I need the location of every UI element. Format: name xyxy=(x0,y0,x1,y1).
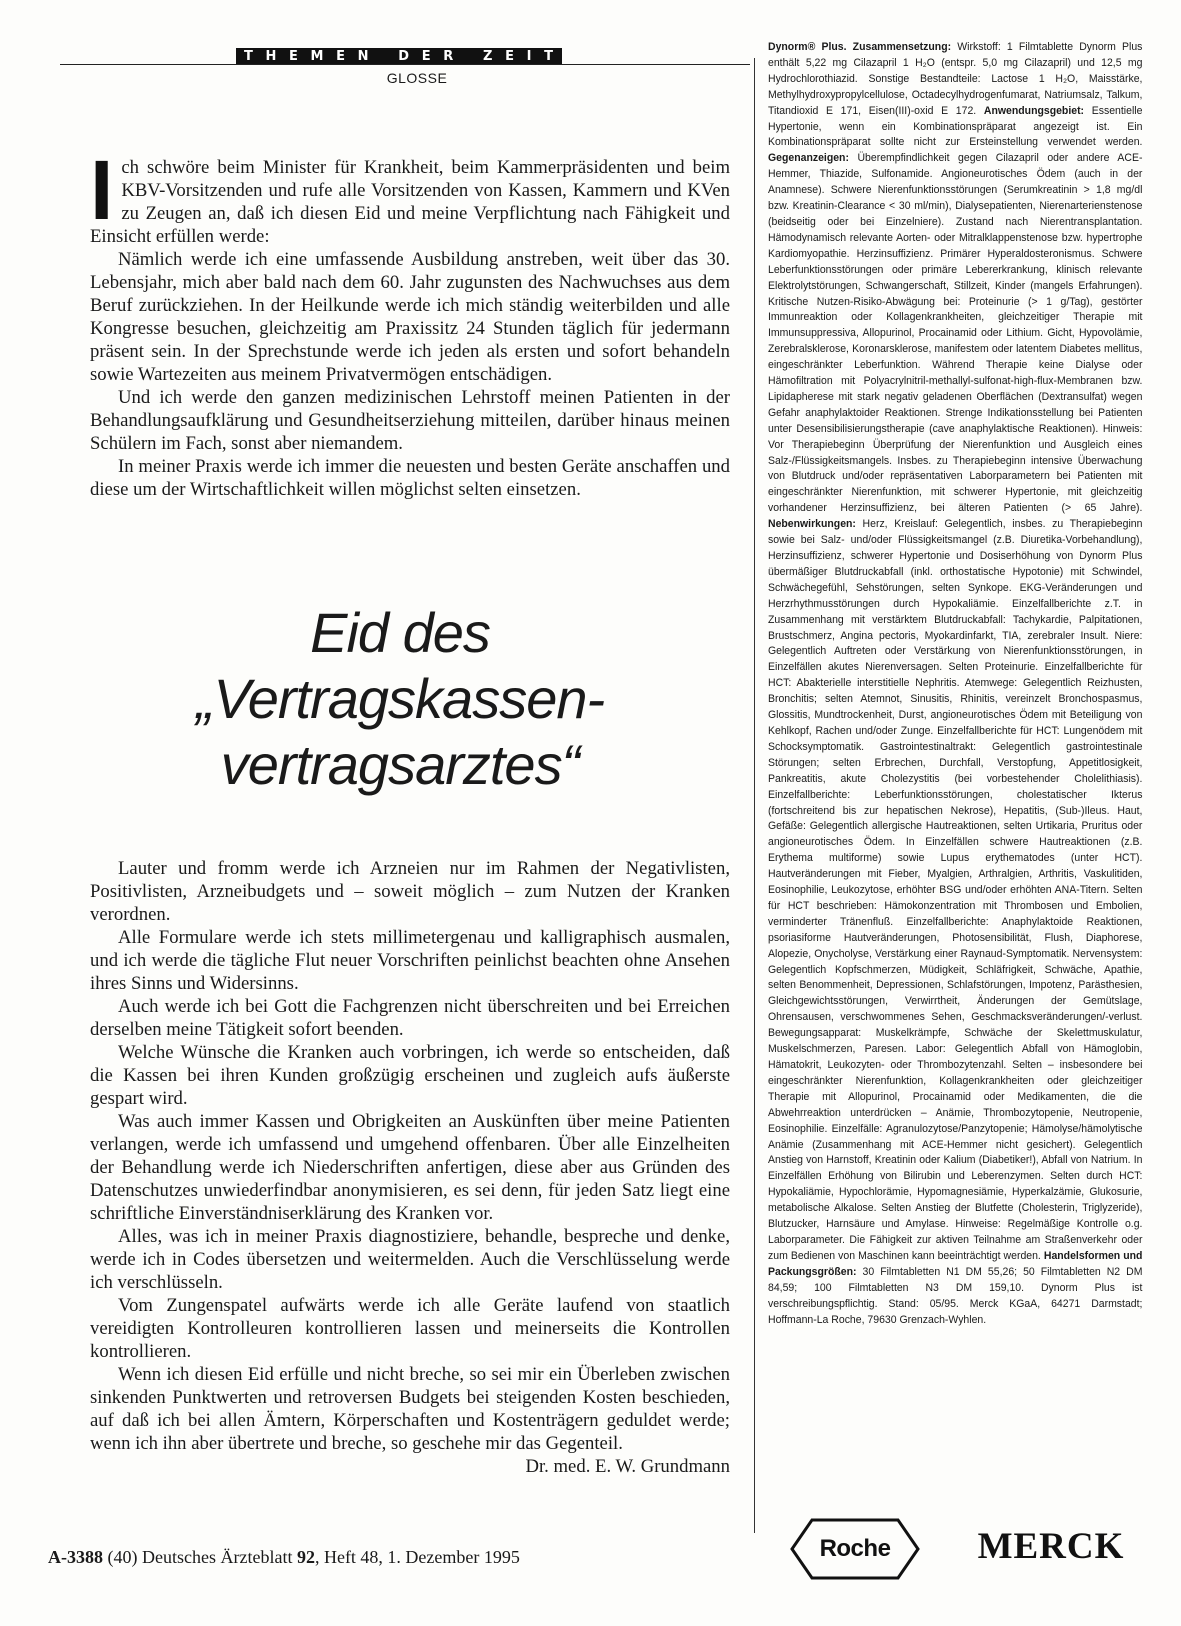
label-composition: Zusammensetzung: xyxy=(852,41,952,53)
label-side-effects: Nebenwirkungen: xyxy=(768,518,856,531)
roche-logo-text: Roche xyxy=(819,1535,891,1562)
banner-letter: M xyxy=(310,49,325,64)
banner-letter: E xyxy=(336,49,346,64)
page-footer xyxy=(48,1547,520,1568)
banner-letter: E xyxy=(505,49,515,64)
label-indication: Anwendungsgebiet: xyxy=(983,104,1085,117)
body-paragraph: Welche Wünsche die Kranken auch vorbringen, ich werde so entscheiden, daß die Kassen bei ihren Kunden großzügig erscheinen und zugleich aufs äußerste gespart wird. xyxy=(90,1042,730,1109)
title-line-3: vertragsarztes“ xyxy=(220,733,580,796)
page-reference: A-3388 xyxy=(48,1547,103,1567)
journal-name: Deutsches Ärzteblatt xyxy=(142,1547,293,1567)
text-side-effects: Herz, Kreislauf: Gelegentlich, insbes. zu Therapiebeginn sowie bei Salz- und/oder Flüssigkeitsmangel (z.B. Diuretika-Vorbehandlung), Herzinsuffizienz, schwerer Hypertonie und Dosiserhöhung von Dynorm Plus übermäßiger Blutdruckabfall (inkl. orthostatische Hypotonie) mit Schwindel, Schwächegefühl, Sehstörungen, selten Synkope. EKG-Veränderungen und Herzrhythmusstörungen durch Hypokaliämie. Einzelfallberichte z.T. in Zusammenhang mit verstärktem Blutdruckabfall: Tachykardie, Palpitationen, Brustschmerz, Angina pectoris, Myokardinfarkt, TIA, zerebraler Insult. Niere: Gelegentlich Auftreten oder Verstärkung von Nierenfunktionsstörungen, in Einzelfällen akutes Nierenversagen. Selten Proteinurie. Einzelfallberichte für HCT: Abakterielle interstitielle Nephritis. Atemwege: Gelegentlich Reizhusten, Bronchitis; selten Atemnot, Sinusitis, Rhinitis, vereinzelt Bronchospasmus, Glossitis, Mundtrockenheit, Durst, angioneurotisches Ödem mit Beteiligung von Kehlkopf, Rachen und/oder Zunge. Einzelfallberichte für HCT: Lungenödem mit Schocksymptomatik. Gastrointestinaltrakt: Gelegentlich gastrointestinale Störungen; selten Erbrechen, Durchfall, Verstopfung, Appetitlosigkeit, Pankreatitis, akute Cholezystitis (bei vorbestehender Cholelithiasis). Einzelfallberichte: Leberfunktionsstörungen, cholestatischer Ikterus (fortschreitend bis zur hepatischen Nekrose), Hepatitis, (Sub-)Ileus. Haut, Gefäße: Gelegentlich allergische Hautreaktionen, selten Urtikaria, Pruritus oder angioneurotisches Ödem. In Einzelfällen schwere Hautreaktionen (z.B. Erythema multiforme) sowie Lupus erythematodes (unter HCT). Hautveränderungen mit Fieber, Myalgien, Arthralgien, Arthritis, Vaskulitiden, Eosinophilie, Leukozytose, erhöhter BSG und/oder erhöhten ANA-Titern. Selten für HCT beschrieben: Hämokonzentration mit Thrombosen und Embolien, verminderter Tränenfluß. Einzelfallberichte: Anaphylaktoide Reaktionen, psoriasiforme Hautveränderungen, Photosensibilität, Flush, Diaphorese, Alopezie, Onycholyse, Verstärkung einer Raynaud-Symptomatik. Nervensystem: Gelegentlich Kopfschmerzen, Müdigkeit, Schläfrigkeit, Schwäche, Apathie, selten Benommenheit, Depressionen, Schlafstörungen, Impotenz, Parästhesien, Gleichgewichtsstörungen, Verwirrtheit, Änderungen der Gemütslage, Ohrensausen, verschwommenes Sehen, Geschmacksveränderungen/-verlust. Bewegungsapparat: Muskelkrämpfe, Schwäche der Skelettmuskulatur, Muskelschmerzen, Paresen. Labor: Gelegentlich Abfall von Hämoglobin, Hämatokrit, Leukozyten- oder Thrombozytenzahl. Selten – insbesondere bei eingeschränkter Nierenfunktion, Kollagenkrankheiten oder gleichzeitiger Therapie mit Allopurinol, Procainamid oder Medikamenten, die die Abwehrreaktion unterdrücken – Anämie, Thrombozytopenie, Neutropenie, Eosinophilie. Einzelfälle: Agranulozytose/Panzytopenie; Hämolyse/hämolytische Anämie (Zusammenhang mit ACE-Hemmer nicht gesichert). Gelegentlich Anstieg von Harnstoff, Kreatinin oder Kalium (Diabetiker!), Abfall von Natrium. In Einzelfällen Erhöhung von Bilirubin und Leberenzymen. Selten durch HCT: Hypokaliämie, Hypochlorämie, Hypomagnesiämie, Hyperkalzämie, Glukosurie, metabolische Alkalose. Selten Anstieg der Blutfette (Cholesterin, Triglyzeride), Blutzucker, Harnsäure und Amylase. Hinweise: Regelmäßige Kontrolle o.g. Laborparameter. Die Fähigkeit zur aktiven Teilnahme am Straßenverkehr oder zum Bedienen von Maschinen kann beeinträchtigt werden. xyxy=(768,518,1143,1262)
drug-information-text xyxy=(768,40,1142,1328)
label-packaging: Handelsformen und Packungsgrößen: xyxy=(768,1249,1143,1278)
issue-date: , Heft 48, 1. Dezember 1995 xyxy=(314,1547,520,1567)
banner-letter: I xyxy=(526,49,533,64)
banner-letter: N xyxy=(357,49,370,64)
banner-letter: R xyxy=(443,49,455,64)
journal-volume: 92 xyxy=(296,1547,315,1567)
merck-logo: MERCK xyxy=(977,1526,1125,1567)
text-indication: Essentielle Hypertonie, wenn ein Kombinationspräparat angezeigt ist. Ein Kombinationspräparat sollte nicht zur Ersteinstellung verwendet werden. xyxy=(768,104,1143,149)
product-name: Dynorm® Plus. xyxy=(768,41,847,53)
banner-letter: T xyxy=(544,49,554,64)
body-text xyxy=(90,857,730,1478)
author-signature: Dr. med. E. W. Grundmann xyxy=(525,1456,730,1477)
article-title xyxy=(120,600,680,798)
title-line-2: „Vertragskassen- xyxy=(195,667,605,730)
section-banner xyxy=(236,48,562,65)
header-rule xyxy=(60,64,750,65)
intro-paragraph-2: Nämlich werde ich eine umfassende Ausbildung anstreben, weit über das 30. Lebensjahr, mich aber bald nach dem 60. Jahr zugunsten des Nachwuchses aus dem Beruf zurückziehen. In der Heilkunde werde ich mich ständig weiterbilden und alle Kongresse besuchen, gleichzeitig am Praxissitz 24 Stunden täglich für jedermann präsent sein. In der Sprechstunde werde ich jeden als ersten und sofort behandeln sowie Wartezeiten aus meinem Privatvermögen entschädigen. xyxy=(90,249,730,385)
banner-letter: T xyxy=(244,49,254,64)
body-last-paragraph: Wenn ich diesen Eid erfülle und nicht breche, so sei mir ein Überleben zwischen sinkenden Punktwerten und retroversen Budgets bei steigenden Kosten beschieden, auf daß ich bei allen Ämtern, Körperschaften und Kostenträgern geduldet werde; wenn ich ihn aber übertrete und breche, so geschehe mir das Gegenteil. Dr. med. E. W. Grundmann xyxy=(90,1364,730,1477)
intro-text xyxy=(90,143,730,501)
intro-paragraph-1: Ich schwöre beim Minister für Krankheit, beim Kammerpräsidenten und beim KBV-Vorsitzenden und rufe alle Vorsitzenden von Kassen, Kammern und KVen zu Zeugen an, daß ich diesen Eid und meine Verpflichtung nach Fähigkeit und Einsicht erfüllen werde: xyxy=(90,143,730,247)
banner-letter: Z xyxy=(483,49,494,64)
page-number: (40) xyxy=(107,1547,138,1567)
text-contraindications: Überempfindlichkeit gegen Cilazapril oder andere ACE-Hemmer, Thiazide, Sulfonamide. Angioneurotisches Ödem (auch in der Anamnese). Schwere Nierenfunktionsstörungen (Serumkreatinin > 1,8 mg/dl bzw. Kreatinin-Clearance < 30 ml/min), Dialysepatienten, Nierenarterienstenose (beidseitig oder bei Einzelniere). Zustand nach Nierentransplantation. Hämodynamisch relevante Aorten- oder Mitralklappenstenose bzw. hypertrophe Kardiomyopathie. Herzinsuffizienz. Primärer Hyperaldosteronismus. Schwere Leberfunktionsstörungen oder primäre Lebererkrankung, klinisch relevante Elektrolytstörungen, Schwangerschaft, Stillzeit, Kinder (mangels Erfahrungen). Kritische Nutzen-Risiko-Abwägung bei: Proteinurie (> 1 g/Tag), gestörter Immunreaktion oder Kollagenkrankheiten, gleichzeitiger Therapie mit Immunsuppressiva, Allopurinol, Procainamid oder Lithium. Gicht, Hypovolämie, Zerebralsklerose, Koronarsklerose, manifestem oder latentem Diabetes mellitus, eingeschränkter Leberfunktion. Während Therapie keine Dialyse oder Hämofiltration mit Polyacrylnitril-methallyl-sulfonat-high-flux-Membranen bzw. Lipidapherese mit stark negativ geladenen Oberflächen (Dextransulfat) wegen Gefahr anaphylaktoider Reaktionen. Strenge Indikationsstellung bei Patienten unter Desensibilisierungstherapie (cave anaphylaktische Reaktionen). Hinweis: Vor Therapiebeginn Überprüfung der Nierenfunktion und Ausgleich eines Salz-/Flüssigkeitsmangels. Insbes. zu Therapiebeginn intensive Überwachung von Blutdruck und/oder repräsentativen Laborparametern bei Patienten mit eingeschränkter Nierenfunktion, mit schwerer Hypertonie, mit gleichzeitig vorhandener Herzinsuffizienz, bei älteren Patienten (> 65 Jahre). xyxy=(768,152,1143,515)
banner-letter xyxy=(466,49,472,64)
drug-information-column xyxy=(768,40,1142,1328)
label-contraindications: Gegenanzeigen: xyxy=(768,152,849,165)
text-packaging: 30 Filmtabletten N1 DM 55,26; 50 Filmtabletten N2 DM 84,59; 100 Filmtabletten N3 DM 159,10. Dynorm Plus ist verschreibungspflichtig. Stand: 05/95. Merck KGaA, 64271 Darmstadt; Hoffmann-La Roche, 79630 Grenzach-Wyhlen. xyxy=(768,1265,1143,1326)
title-line-1: Eid des xyxy=(310,601,490,664)
drop-cap: I xyxy=(90,143,114,237)
banner-letter xyxy=(381,49,387,64)
body-paragraph: Was auch immer Kassen und Obrigkeiten an Auskünften über meine Patienten verlangen, werde ich umfassend und umgehend offenbaren. Über alle Einzelheiten der Behandlung werde ich Niederschriften anfertigen, diese aber aus Gründen des Datenschutzes unwiederfindbar anonymisieren, es sei denn, für jeden Satz liegt eine schriftliche Einverständniserklärung des Kranken vor. xyxy=(90,1111,730,1224)
banner-letter: D xyxy=(398,49,411,64)
intro-paragraph-3: Und ich werde den ganzen medizinischen Lehrstoff meinen Patienten in der Behandlungsaufklärung und Gesundheitserziehung mitteilen, darüber hinaus meinen Schülern im Fach, sonst aber niemandem. xyxy=(90,387,730,454)
body-paragraph: Alle Formulare werde ich stets millimetergenau und kalligraphisch ausmalen, und ich werde die tägliche Flut neuer Vorschriften peinlichst beachten ohne Ansehen ihres Sinns und Widersinns. xyxy=(90,927,730,994)
body-paragraph: Vom Zungenspatel aufwärts werde ich alle Geräte laufend von staatlich vereidigten Kontrolleuren kontrollieren lassen und meinerseits die Kontrollen kontrollieren. xyxy=(90,1295,730,1362)
banner-letter: H xyxy=(265,49,278,64)
column-divider xyxy=(754,58,755,1533)
banner-letter: E xyxy=(289,49,299,64)
banner-letter: E xyxy=(421,49,432,64)
body-paragraph: Lauter und fromm werde ich Arzneien nur im Rahmen der Negativlisten, Positivlisten, Arzneibudgets und – soweit möglich – zum Nutzen der Kranken verordnen. xyxy=(90,858,730,925)
body-paragraph: Auch werde ich bei Gott die Fachgrenzen nicht überschreiten und bei Erreichen derselben meine Tätigkeit sofort beenden. xyxy=(90,996,730,1040)
body-paragraph: Alles, was ich in meiner Praxis diagnostiziere, behandle, bespreche und denke, werde ich in Codes übersetzen und weitermelden. Auch die Verschlüsselung werde ich verschlüsseln. xyxy=(90,1226,730,1293)
text-composition: Wirkstoff: 1 Filmtablette Dynorm Plus enthält 5,22 mg Cilazapril 1 H₂O (entspr. 5,0 mg Cilazapril) und 12,5 mg Hydrochlorothiazid. Sonstige Bestandteile: Lactose 1 H₂O, Maisstärke, Methylhydroxypropylcellulose, Octadecylhydrogenfumarat, Natriumsalz, Talkum, Titandioxid E 171, Eisen(III)-oxid E 172. xyxy=(768,41,1143,117)
section-subheading: GLOSSE xyxy=(386,70,448,86)
intro-paragraph-4: In meiner Praxis werde ich immer die neuesten und besten Geräte anschaffen und diese um der Wirtschaftlichkeit willen möglichst selten einsetzen. xyxy=(90,456,730,500)
